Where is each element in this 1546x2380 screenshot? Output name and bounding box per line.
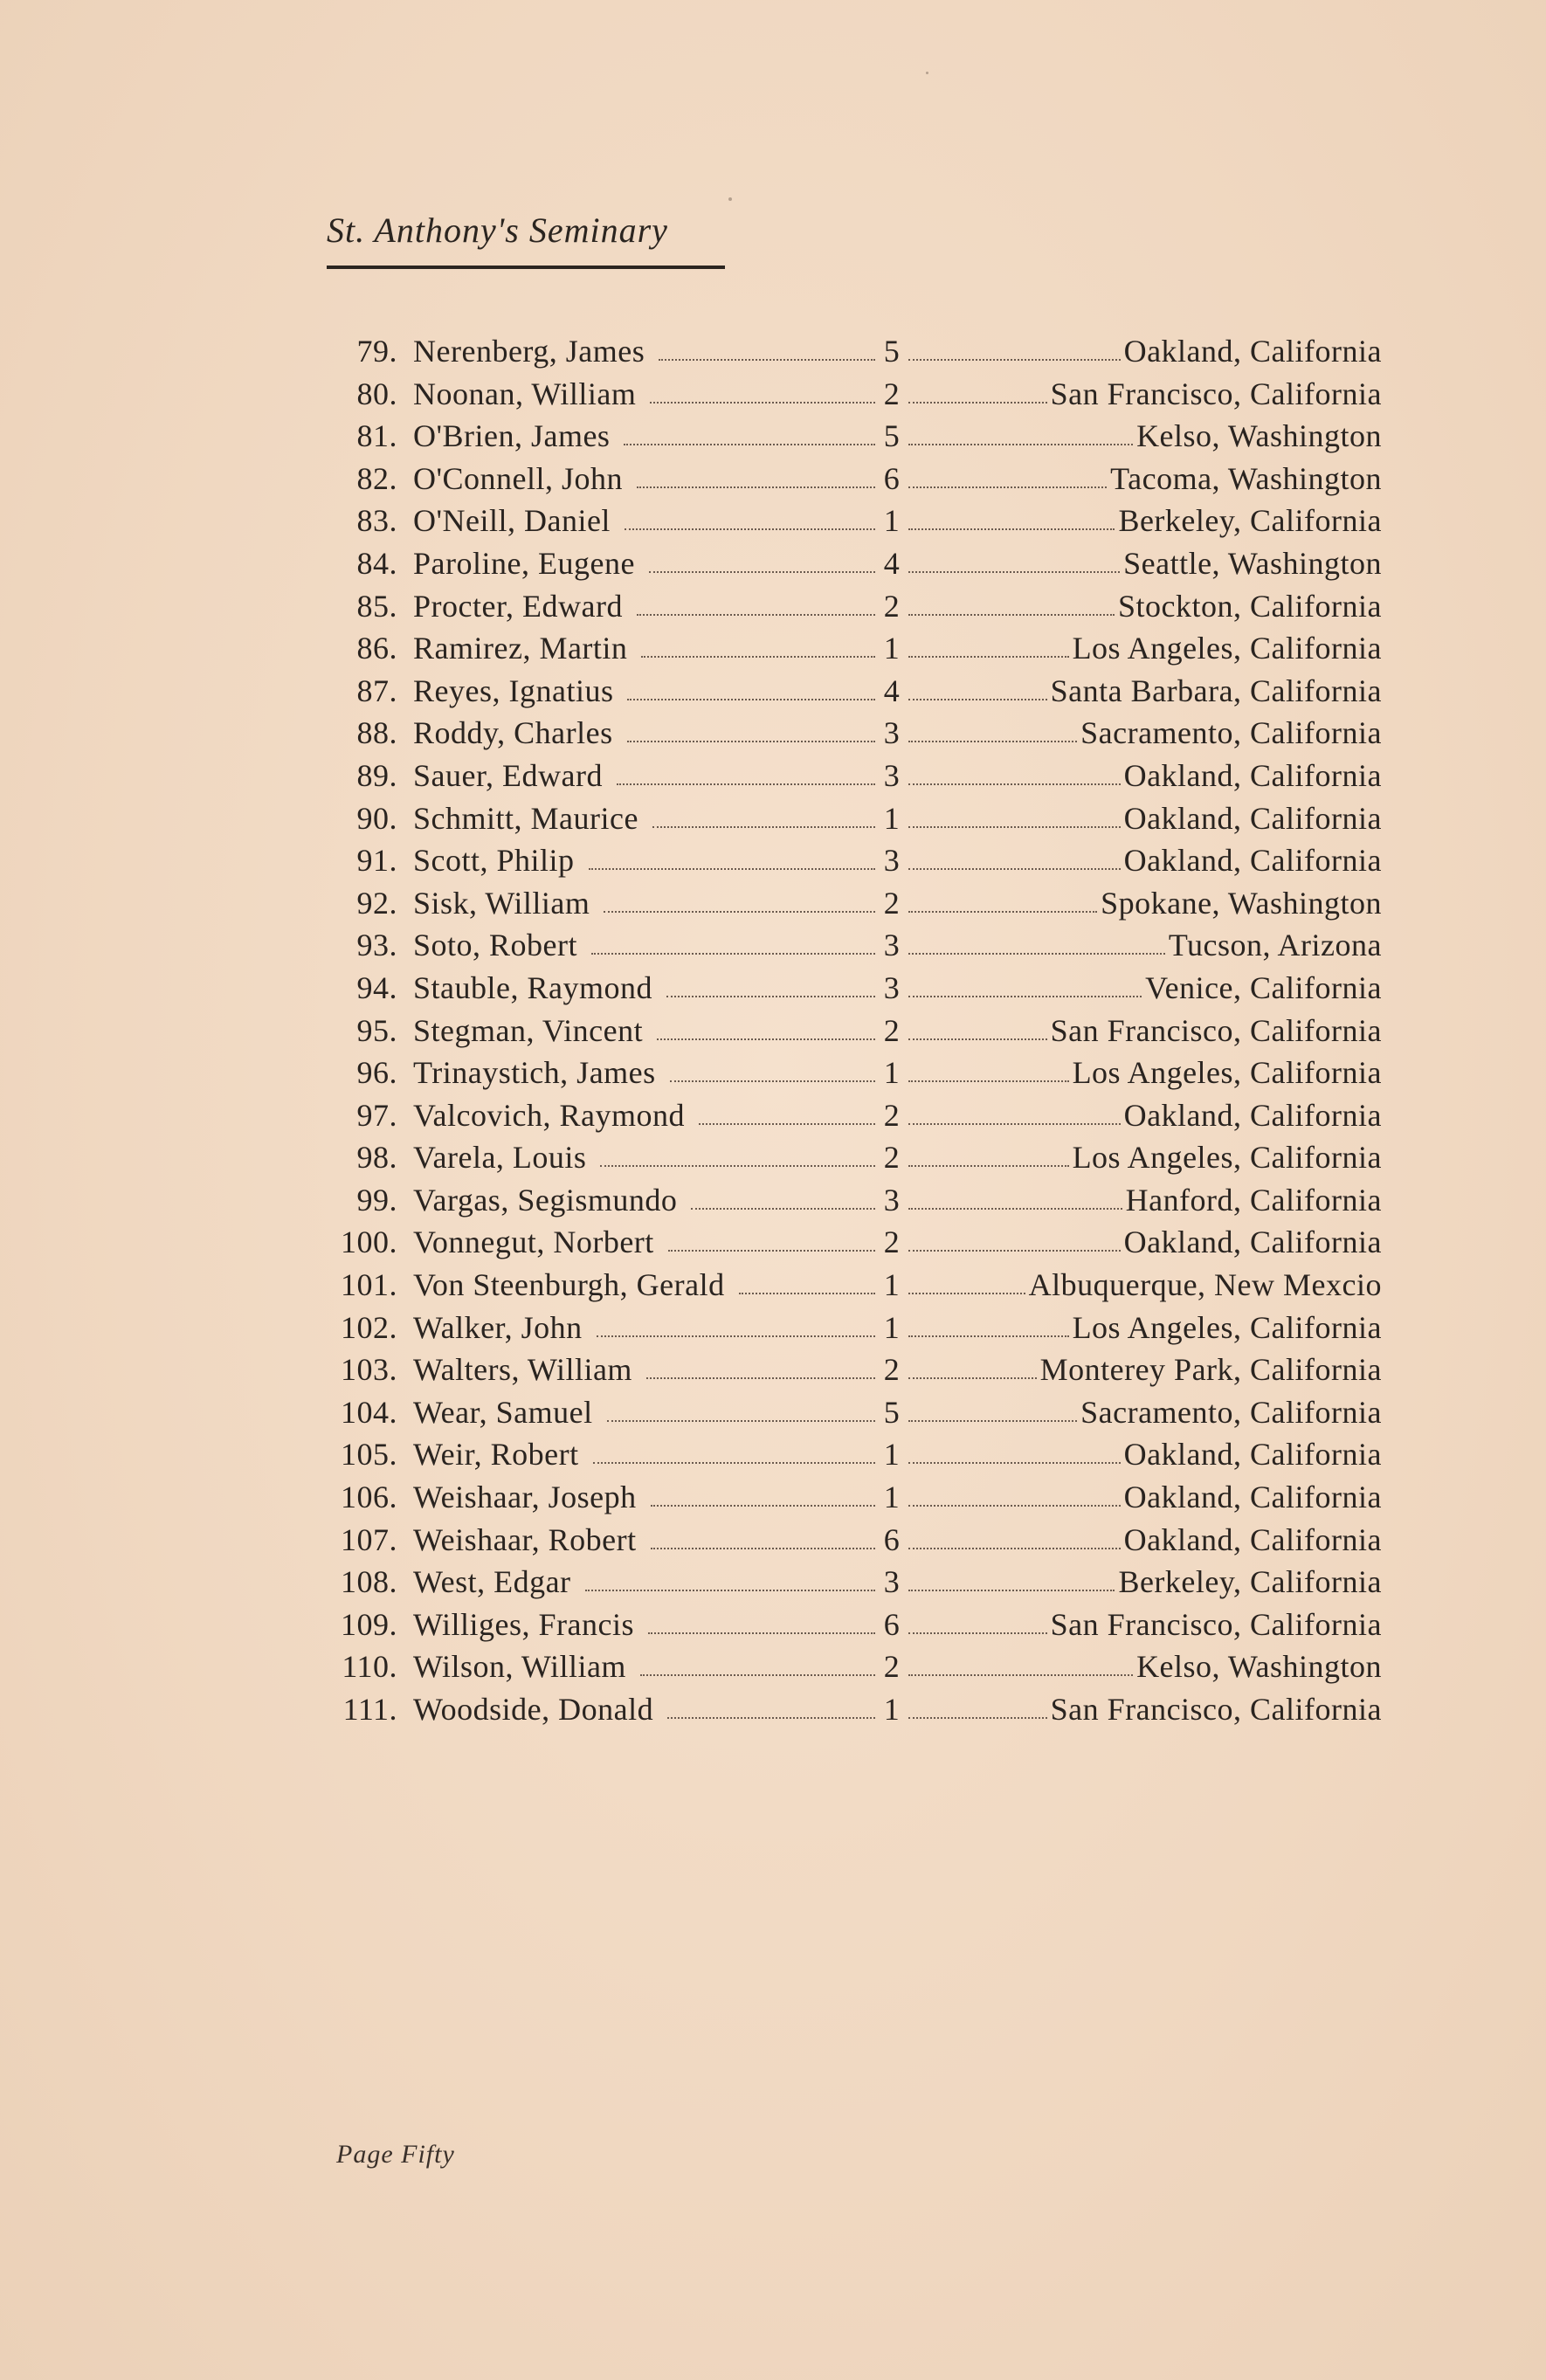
paper-speck [926,72,928,74]
roster-number: 90. [356,800,397,836]
hometown: Oakland, California [1123,1224,1382,1260]
class-year: 4 [883,673,901,708]
class-year: 2 [883,1352,901,1388]
roster-number: 84. [356,545,397,581]
roster-row [323,839,1382,882]
roster-number: 103. [341,1352,397,1388]
roster-row [323,670,1382,713]
roster-row [323,1688,1382,1731]
roster-row [323,458,1382,500]
roster-row [323,1604,1382,1646]
roster-number: 82. [356,460,397,496]
student-name: Weishaar, Joseph [413,1480,637,1515]
roster-number: 94. [356,969,397,1005]
student-name: Roddy, Charles [413,715,613,751]
dot-leader [908,1208,1122,1210]
class-year: 6 [883,1606,901,1642]
roster-number: 87. [356,673,397,708]
roster-number: 98. [356,1140,397,1176]
class-year: 1 [883,1692,901,1727]
dot-leader [593,1462,875,1464]
student-name: Reyes, Ignatius [413,673,614,708]
roster-number: 97. [356,1097,397,1133]
student-name: Weir, Robert [413,1437,579,1473]
class-year: 6 [883,1521,901,1557]
hometown: Stockton, California [1118,588,1382,624]
student-name: Procter, Edward [413,588,623,624]
roster-number: 80. [356,376,397,411]
dot-leader [908,1590,1115,1591]
class-year: 1 [883,1267,901,1303]
class-year: 1 [883,631,901,666]
dot-leader [908,996,1142,997]
header-rule [327,266,725,269]
dot-leader [670,1080,875,1082]
roster-number: 106. [341,1480,397,1515]
dot-leader [617,783,875,785]
dot-leader [908,528,1115,530]
class-year: 5 [883,1394,901,1430]
student-name: O'Connell, John [413,460,623,496]
roster-row [323,967,1382,1010]
roster-row [323,1052,1382,1094]
dot-leader [908,1250,1121,1252]
student-name: Weishaar, Robert [413,1521,637,1557]
class-year: 3 [883,969,901,1005]
hometown: San Francisco, California [1050,1012,1382,1048]
student-name: Stauble, Raymond [413,969,652,1005]
class-year: 2 [883,376,901,411]
roster-number: 88. [356,715,397,751]
class-year: 3 [883,715,901,751]
hometown: Oakland, California [1123,334,1382,369]
roster-number: 108. [341,1564,397,1600]
dot-leader [908,359,1121,361]
roster-row [323,1010,1382,1052]
student-name: Scott, Philip [413,843,575,879]
student-name: Walker, John [413,1309,583,1345]
dot-leader [908,868,1121,870]
class-year: 3 [883,1564,901,1600]
dot-leader [908,741,1077,742]
hometown: Kelso, Washington [1136,1649,1382,1685]
hometown: Los Angeles, California [1072,1309,1382,1345]
class-year: 1 [883,1309,901,1345]
dot-leader [600,1165,875,1167]
class-year: 2 [883,1224,901,1260]
dot-leader [627,741,875,742]
class-year: 2 [883,1140,901,1176]
roster-row [323,1094,1382,1137]
hometown: Los Angeles, California [1072,1140,1382,1176]
hometown: Oakland, California [1123,757,1382,793]
dot-leader [908,826,1121,828]
student-roster [323,330,1382,1731]
roster-number: 89. [356,757,397,793]
dot-leader [908,1462,1121,1464]
roster-row [323,1307,1382,1349]
dot-leader [908,911,1097,913]
student-name: Stegman, Vincent [413,1012,644,1048]
class-year: 5 [883,418,901,454]
dot-leader [908,1080,1069,1082]
student-name: Sisk, William [413,885,590,921]
class-year: 2 [883,1649,901,1685]
page-header [327,210,725,271]
dot-leader [646,1377,875,1379]
dot-leader [699,1123,875,1125]
dot-leader [908,1123,1121,1125]
dot-leader [908,699,1047,700]
dot-leader [637,614,875,616]
roster-row [323,1519,1382,1562]
dot-leader [908,486,1107,488]
class-year: 1 [883,1480,901,1515]
hometown: Hanford, California [1125,1182,1382,1218]
roster-number: 101. [341,1267,397,1303]
hometown: Tacoma, Washington [1110,460,1382,496]
dot-leader [627,699,875,700]
dot-leader [597,1335,875,1337]
dot-leader [589,868,875,870]
roster-number: 102. [341,1309,397,1345]
dot-leader [908,1505,1121,1507]
roster-number: 104. [341,1394,397,1430]
dot-leader [649,571,875,573]
roster-number: 81. [356,418,397,454]
roster-number: 111. [342,1692,397,1727]
dot-leader [908,1420,1077,1422]
class-year: 3 [883,1182,901,1218]
roster-row [323,1221,1382,1264]
roster-number: 95. [356,1012,397,1048]
roster-row [323,1264,1382,1307]
hometown: Monterey Park, California [1039,1352,1382,1388]
student-name: Walters, William [413,1352,632,1388]
roster-number: 109. [341,1606,397,1642]
class-year: 3 [883,928,901,963]
hometown: Oakland, California [1123,1521,1382,1557]
dot-leader [585,1590,875,1591]
roster-row [323,1561,1382,1604]
dot-leader [667,1717,875,1719]
student-name: Wilson, William [413,1649,626,1685]
roster-row [323,1476,1382,1519]
roster-row [323,373,1382,416]
hometown: Kelso, Washington [1136,418,1382,454]
dot-leader [666,996,875,997]
student-name: Valcovich, Raymond [413,1097,685,1133]
dot-leader [908,1632,1047,1634]
roster-row [323,924,1382,967]
dot-leader [908,1674,1133,1676]
roster-number: 107. [341,1521,397,1557]
roster-number: 96. [356,1055,397,1091]
dot-leader [908,614,1115,616]
student-name: West, Edgar [413,1564,571,1600]
student-name: Soto, Robert [413,928,578,963]
dot-leader [908,1548,1121,1549]
class-year: 1 [883,1055,901,1091]
dot-leader [659,359,875,361]
roster-row [323,500,1382,542]
student-name: Von Steenburgh, Gerald [413,1267,725,1303]
student-name: Paroline, Eugene [413,545,635,581]
roster-row [323,882,1382,925]
page-number: Page Fifty [336,2140,455,2169]
dot-leader [908,571,1120,573]
dot-leader [908,783,1121,785]
hometown: Sacramento, California [1080,1394,1382,1430]
dot-leader [652,826,875,828]
student-name: O'Neill, Daniel [413,503,611,539]
hometown: Albuquerque, New Mexcio [1028,1267,1382,1303]
dot-leader [591,953,875,955]
hometown: Seattle, Washington [1123,545,1382,581]
hometown: Oakland, California [1123,1437,1382,1473]
roster-row [323,1349,1382,1391]
roster-number: 79. [356,334,397,369]
roster-number: 93. [356,928,397,963]
roster-row [323,627,1382,670]
roster-number: 110. [342,1649,397,1685]
dot-leader [908,1335,1069,1337]
dot-leader [739,1293,875,1294]
roster-row [323,542,1382,585]
hometown: Oakland, California [1123,1480,1382,1515]
student-name: Vargas, Segismundo [413,1182,678,1218]
dot-leader [908,1377,1037,1379]
roster-row [323,415,1382,458]
class-year: 1 [883,1437,901,1473]
class-year: 2 [883,588,901,624]
hometown: Los Angeles, California [1072,631,1382,666]
class-year: 3 [883,757,901,793]
roster-number: 85. [356,588,397,624]
roster-row [323,1391,1382,1434]
student-name: O'Brien, James [413,418,611,454]
class-year: 2 [883,885,901,921]
hometown: Tucson, Arizona [1168,928,1382,963]
dot-leader [637,486,875,488]
dot-leader [607,1420,875,1422]
dot-leader [624,444,875,445]
dot-leader [908,1293,1025,1294]
hometown: Oakland, California [1123,1097,1382,1133]
class-year: 1 [883,503,901,539]
hometown: Oakland, California [1123,800,1382,836]
hometown: Los Angeles, California [1072,1055,1382,1091]
class-year: 5 [883,334,901,369]
hometown: Santa Barbara, California [1050,673,1382,708]
dot-leader [908,656,1069,658]
dot-leader [640,1674,875,1676]
student-name: Nerenberg, James [413,334,645,369]
hometown: San Francisco, California [1050,1606,1382,1642]
dot-leader [908,1038,1047,1040]
student-name: Sauer, Edward [413,757,603,793]
student-name: Williges, Francis [413,1606,635,1642]
dot-leader [625,528,875,530]
dot-leader [908,402,1047,404]
hometown: Berkeley, California [1118,1564,1382,1600]
hometown: San Francisco, California [1050,1692,1382,1727]
roster-number: 92. [356,885,397,921]
hometown: Berkeley, California [1118,503,1382,539]
dot-leader [641,656,875,658]
class-year: 2 [883,1097,901,1133]
class-year: 6 [883,460,901,496]
hometown: Venice, California [1145,969,1382,1005]
roster-row [323,330,1382,373]
roster-number: 83. [356,503,397,539]
roster-row [323,1433,1382,1476]
hometown: Oakland, California [1123,843,1382,879]
dot-leader [650,402,875,404]
student-name: Woodside, Donald [413,1692,654,1727]
dot-leader [657,1038,875,1040]
student-name: Ramirez, Martin [413,631,628,666]
student-name: Schmitt, Maurice [413,800,638,836]
dot-leader [651,1548,875,1549]
roster-number: 86. [356,631,397,666]
dot-leader [648,1632,875,1634]
dot-leader [908,1717,1047,1719]
roster-row [323,1136,1382,1179]
roster-number: 105. [341,1437,397,1473]
student-name: Vonnegut, Norbert [413,1224,654,1260]
paper-speck [728,197,732,201]
hometown: Sacramento, California [1080,715,1382,751]
roster-row [323,585,1382,628]
roster-row [323,797,1382,840]
roster-number: 91. [356,843,397,879]
student-name: Trinaystich, James [413,1055,656,1091]
class-year: 4 [883,545,901,581]
class-year: 3 [883,843,901,879]
roster-row [323,712,1382,755]
dot-leader [908,1165,1069,1167]
student-name: Varela, Louis [413,1140,587,1176]
dot-leader [651,1505,875,1507]
dot-leader [691,1208,875,1210]
page-title: St. Anthony's Seminary [327,210,668,250]
dot-leader [908,953,1165,955]
roster-number: 99. [356,1182,397,1218]
hometown: Spokane, Washington [1101,885,1382,921]
student-name: Noonan, William [413,376,637,411]
dot-leader [668,1250,875,1252]
roster-number: 100. [341,1224,397,1260]
dot-leader [908,444,1133,445]
roster-row [323,1645,1382,1688]
roster-row [323,1179,1382,1222]
class-year: 1 [883,800,901,836]
class-year: 2 [883,1012,901,1048]
roster-row [323,755,1382,797]
hometown: San Francisco, California [1050,376,1382,411]
student-name: Wear, Samuel [413,1394,593,1430]
dot-leader [604,911,875,913]
